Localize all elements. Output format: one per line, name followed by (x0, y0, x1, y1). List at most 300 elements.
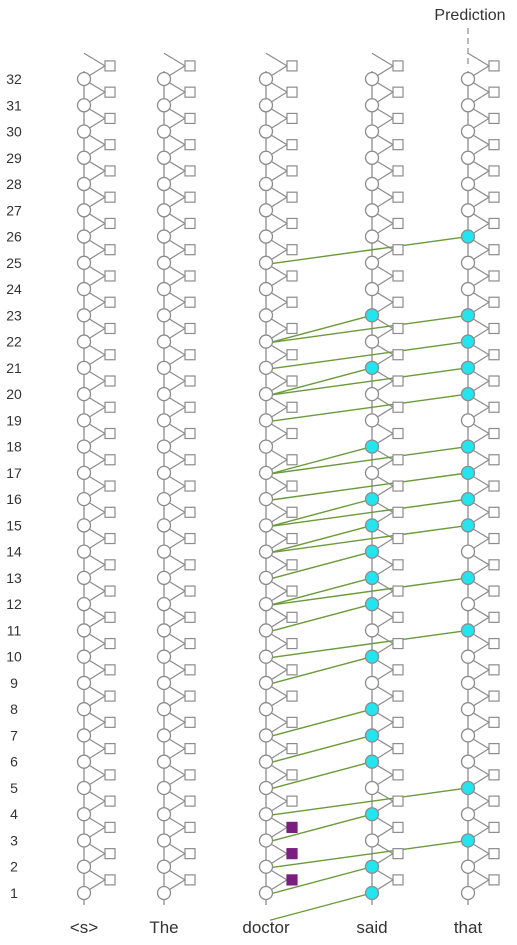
attention-node (366, 178, 379, 191)
mlp-node (185, 744, 195, 754)
attention-node (462, 676, 475, 689)
attention-node (158, 808, 171, 821)
mlp-node (489, 271, 499, 281)
attention-node (78, 414, 91, 427)
layer-label: 24 (6, 281, 22, 298)
attention-node (78, 703, 91, 716)
mlp-node (489, 534, 499, 544)
mlp-node (287, 429, 297, 439)
attention-node (366, 283, 379, 296)
mlp-node (287, 323, 297, 333)
attention-node-highlighted (366, 519, 379, 532)
attention-node-highlighted (366, 887, 379, 900)
mlp-node (489, 87, 499, 97)
layer-label: 26 (6, 228, 22, 245)
layer-label: 16 (6, 491, 22, 508)
attention-node (78, 151, 91, 164)
attention-node (158, 598, 171, 611)
attention-node (366, 125, 379, 138)
mlp-node (105, 691, 115, 701)
attention-node (366, 204, 379, 217)
attention-node (158, 73, 171, 86)
attention-node (260, 335, 273, 348)
attention-node (462, 808, 475, 821)
mlp-node (105, 297, 115, 307)
attention-node (260, 834, 273, 847)
mlp-node (185, 717, 195, 727)
attention-node (158, 887, 171, 900)
mlp-node (393, 350, 403, 360)
mlp-node (105, 61, 115, 71)
attention-node (78, 545, 91, 558)
mlp-node (393, 323, 403, 333)
attention-node (78, 598, 91, 611)
attention-node (462, 414, 475, 427)
attention-node (78, 335, 91, 348)
mlp-node (105, 429, 115, 439)
mlp-node (105, 166, 115, 176)
mlp-node (489, 849, 499, 859)
attention-node (158, 440, 171, 453)
mlp-node (287, 639, 297, 649)
attention-node (462, 650, 475, 663)
attention-node (462, 755, 475, 768)
layer-labels (6, 71, 22, 901)
attention-node-highlighted (366, 440, 379, 453)
layer-label: 19 (6, 412, 22, 429)
token-label: doctor (242, 918, 290, 937)
attention-node (260, 598, 273, 611)
attention-node (78, 466, 91, 479)
mlp-node (105, 481, 115, 491)
attention-node (158, 388, 171, 401)
mlp-node (393, 87, 403, 97)
layer-label: 8 (10, 701, 18, 718)
mlp-node (287, 586, 297, 596)
attention-node (366, 676, 379, 689)
attention-node (260, 256, 273, 269)
mlp-node (489, 796, 499, 806)
layer-label: 18 (6, 438, 22, 455)
mlp-node (185, 691, 195, 701)
layer-label: 11 (6, 622, 22, 639)
attention-node (158, 571, 171, 584)
mlp-node (393, 612, 403, 622)
mlp-node (489, 875, 499, 885)
mlp-node (287, 218, 297, 228)
layer-label: 28 (6, 176, 22, 193)
mlp-node (393, 534, 403, 544)
attention-node (260, 755, 273, 768)
mlp-node-highlighted (287, 822, 297, 832)
attention-node-highlighted (462, 361, 475, 374)
attention-node (158, 493, 171, 506)
attention-node (78, 309, 91, 322)
attention-node (260, 361, 273, 374)
mlp-node (105, 192, 115, 202)
attention-node (158, 125, 171, 138)
attention-node (462, 178, 475, 191)
mlp-node (393, 402, 403, 412)
attention-node (78, 283, 91, 296)
mlp-node (105, 586, 115, 596)
attention-node (158, 650, 171, 663)
mlp-node (393, 297, 403, 307)
token-label: that (453, 918, 483, 937)
mlp-node (105, 113, 115, 123)
attention-node (158, 834, 171, 847)
attention-node (462, 545, 475, 558)
mlp-node (185, 481, 195, 491)
mlp-node (287, 61, 297, 71)
layer-label: 10 (6, 648, 22, 665)
mlp-node (393, 796, 403, 806)
attention-node-highlighted (462, 388, 475, 401)
mlp-node (105, 612, 115, 622)
mlp-node (393, 113, 403, 123)
layer-label: 13 (6, 569, 22, 586)
attention-node (260, 729, 273, 742)
token-label: <s> (69, 918, 99, 937)
attention-node (462, 204, 475, 217)
attention-node-highlighted (462, 309, 475, 322)
attention-node-highlighted (366, 808, 379, 821)
mlp-node (393, 691, 403, 701)
attention-node (78, 887, 91, 900)
attention-node (366, 99, 379, 112)
attention-node (158, 414, 171, 427)
mlp-node (287, 534, 297, 544)
mlp-branch-line (468, 53, 489, 66)
attention-node (158, 676, 171, 689)
mlp-node (393, 849, 403, 859)
layer-label: 2 (10, 858, 18, 875)
mlp-node (185, 455, 195, 465)
mlp-node (185, 271, 195, 281)
mlp-branch-line (164, 53, 185, 66)
mlp-node (393, 822, 403, 832)
mlp-node (393, 192, 403, 202)
mlp-node (185, 849, 195, 859)
mlp-node (105, 822, 115, 832)
mlp-node (287, 796, 297, 806)
mlp-branch-line (372, 53, 393, 66)
mlp-node (489, 297, 499, 307)
attention-node (260, 99, 273, 112)
attention-node (158, 335, 171, 348)
layer-label: 15 (6, 517, 22, 534)
layer-label: 23 (6, 307, 22, 324)
mlp-node (185, 113, 195, 123)
attention-node (158, 204, 171, 217)
attention-node-highlighted (366, 361, 379, 374)
mlp-node (287, 87, 297, 97)
mlp-node (287, 744, 297, 754)
attention-node-highlighted (462, 834, 475, 847)
mlp-node (489, 717, 499, 727)
mlp-node (185, 560, 195, 570)
mlp-node (393, 166, 403, 176)
mlp-node (105, 350, 115, 360)
mlp-node (185, 586, 195, 596)
mlp-node (393, 586, 403, 596)
attention-node-highlighted (462, 519, 475, 532)
attention-node-highlighted (366, 650, 379, 663)
attention-node (366, 466, 379, 479)
attention-node (462, 73, 475, 86)
attention-node (78, 650, 91, 663)
mlp-node (489, 455, 499, 465)
mlp-node (105, 245, 115, 255)
mlp-node (105, 507, 115, 517)
mlp-node (105, 87, 115, 97)
mlp-node (105, 218, 115, 228)
layer-label: 22 (6, 333, 22, 350)
mlp-node (393, 875, 403, 885)
mlp-node (105, 875, 115, 885)
attention-node (462, 283, 475, 296)
attention-node-highlighted (462, 571, 475, 584)
mlp-node (105, 796, 115, 806)
attention-node (366, 151, 379, 164)
attention-node (78, 860, 91, 873)
attention-node-highlighted (366, 545, 379, 558)
mlp-node (105, 376, 115, 386)
mlp-node (489, 350, 499, 360)
mlp-node (105, 665, 115, 675)
attention-node (366, 335, 379, 348)
mlp-node (393, 744, 403, 754)
mlp-node (287, 402, 297, 412)
attention-node (78, 204, 91, 217)
mlp-node (185, 245, 195, 255)
mlp-node (489, 429, 499, 439)
mlp-node (287, 455, 297, 465)
layer-label: 7 (10, 727, 18, 744)
attention-node (78, 571, 91, 584)
attention-node (260, 204, 273, 217)
token-label: The (149, 918, 179, 937)
mlp-node (287, 140, 297, 150)
attention-node (78, 755, 91, 768)
attention-node (158, 729, 171, 742)
layer-label: 3 (10, 832, 18, 849)
attention-node-highlighted (462, 466, 475, 479)
mlp-node (105, 744, 115, 754)
attention-node (260, 73, 273, 86)
mlp-node (393, 560, 403, 570)
attention-node (260, 388, 273, 401)
mlp-node (393, 639, 403, 649)
layer-label: 31 (6, 97, 22, 114)
mlp-node (489, 323, 499, 333)
mlp-node (393, 376, 403, 386)
mlp-branch-line (266, 53, 287, 66)
attention-node (158, 519, 171, 532)
attention-node-highlighted (366, 309, 379, 322)
mlp-node (393, 455, 403, 465)
attention-node (260, 571, 273, 584)
token-label: said (356, 918, 388, 937)
mlp-node (185, 376, 195, 386)
attention-node (260, 781, 273, 794)
mlp-node (393, 218, 403, 228)
attention-node (366, 414, 379, 427)
attention-node (462, 99, 475, 112)
attention-node (78, 178, 91, 191)
attention-node (260, 230, 273, 243)
attention-node (78, 493, 91, 506)
mlp-node (489, 481, 499, 491)
mlp-node (105, 717, 115, 727)
mlp-node (185, 87, 195, 97)
attention-node (158, 755, 171, 768)
attention-node (260, 178, 273, 191)
attention-node (158, 151, 171, 164)
mlp-node (489, 113, 499, 123)
attention-node (260, 650, 273, 663)
mlp-node (185, 323, 195, 333)
attention-node (462, 729, 475, 742)
layer-label: 1 (10, 885, 18, 901)
mlp-node (489, 639, 499, 649)
mlp-node (185, 350, 195, 360)
attention-node (260, 151, 273, 164)
attention-node (158, 703, 171, 716)
mlp-node (393, 507, 403, 517)
mlp-node (287, 192, 297, 202)
mlp-node (105, 770, 115, 780)
mlp-node (393, 140, 403, 150)
attention-node (260, 493, 273, 506)
mlp-node (287, 691, 297, 701)
token-labels (70, 918, 483, 937)
attention-node (462, 125, 475, 138)
mlp-node (393, 61, 403, 71)
mlp-node (287, 665, 297, 675)
attention-node (366, 624, 379, 637)
attention-node (78, 781, 91, 794)
mlp-node (287, 770, 297, 780)
layer-label: 21 (6, 359, 22, 376)
mlp-node (489, 140, 499, 150)
attention-node (78, 125, 91, 138)
layer-label: 6 (10, 753, 18, 770)
mlp-node (185, 218, 195, 228)
mlp-node (185, 429, 195, 439)
attention-node (78, 834, 91, 847)
attention-node-highlighted (462, 440, 475, 453)
mlp-node (489, 560, 499, 570)
mlp-node (489, 245, 499, 255)
mlp-node (489, 218, 499, 228)
attention-node (78, 808, 91, 821)
attention-node (260, 545, 273, 558)
attention-node (78, 99, 91, 112)
attention-edge (270, 893, 372, 920)
attention-node (462, 703, 475, 716)
attention-node (260, 440, 273, 453)
mlp-node (185, 612, 195, 622)
attention-node-highlighted (366, 729, 379, 742)
mlp-node (287, 560, 297, 570)
attention-node-highlighted (366, 755, 379, 768)
attention-node (78, 729, 91, 742)
mlp-node (393, 245, 403, 255)
attention-node-highlighted (462, 624, 475, 637)
attention-node (78, 256, 91, 269)
mlp-node (105, 560, 115, 570)
layer-label: 17 (6, 464, 22, 481)
attention-node (462, 151, 475, 164)
attention-node (78, 676, 91, 689)
mlp-node (489, 61, 499, 71)
mlp-node (287, 297, 297, 307)
layer-label: 14 (6, 543, 22, 560)
mlp-node (105, 271, 115, 281)
mlp-node (393, 429, 403, 439)
prediction-label: Prediction (434, 7, 506, 24)
attention-node (158, 781, 171, 794)
attention-node (78, 73, 91, 86)
mlp-node (489, 612, 499, 622)
mlp-node-highlighted (287, 849, 297, 859)
attention-node (158, 256, 171, 269)
attention-node (260, 676, 273, 689)
mlp-node (185, 822, 195, 832)
attention-node (158, 99, 171, 112)
attention-node (158, 309, 171, 322)
attention-node (260, 887, 273, 900)
mlp-node (287, 612, 297, 622)
attention-node (260, 519, 273, 532)
attention-node-highlighted (366, 860, 379, 873)
mlp-node (287, 376, 297, 386)
mlp-node (105, 639, 115, 649)
attention-node (78, 519, 91, 532)
attention-node (366, 73, 379, 86)
mlp-node (185, 770, 195, 780)
mlp-node (489, 770, 499, 780)
mlp-node (185, 507, 195, 517)
attention-node (366, 834, 379, 847)
attention-node (260, 624, 273, 637)
mlp-node (287, 245, 297, 255)
attention-node (78, 440, 91, 453)
attention-node (260, 703, 273, 716)
mlp-node (287, 350, 297, 360)
mlp-node (287, 113, 297, 123)
attention-node-highlighted (366, 598, 379, 611)
attention-node-highlighted (366, 493, 379, 506)
attention-node (260, 860, 273, 873)
mlp-node (105, 140, 115, 150)
mlp-node (185, 402, 195, 412)
layer-label: 4 (10, 806, 18, 823)
layer-label: 29 (6, 149, 22, 166)
layer-label: 9 (10, 674, 18, 691)
mlp-node (489, 166, 499, 176)
mlp-node (185, 665, 195, 675)
mlp-node (489, 402, 499, 412)
layer-label: 27 (6, 202, 22, 219)
mlp-node (287, 166, 297, 176)
layer-label: 5 (10, 779, 18, 796)
layer-label: 30 (6, 123, 22, 140)
node-layer (78, 61, 500, 900)
attention-node-highlighted (462, 493, 475, 506)
mlp-node (393, 665, 403, 675)
